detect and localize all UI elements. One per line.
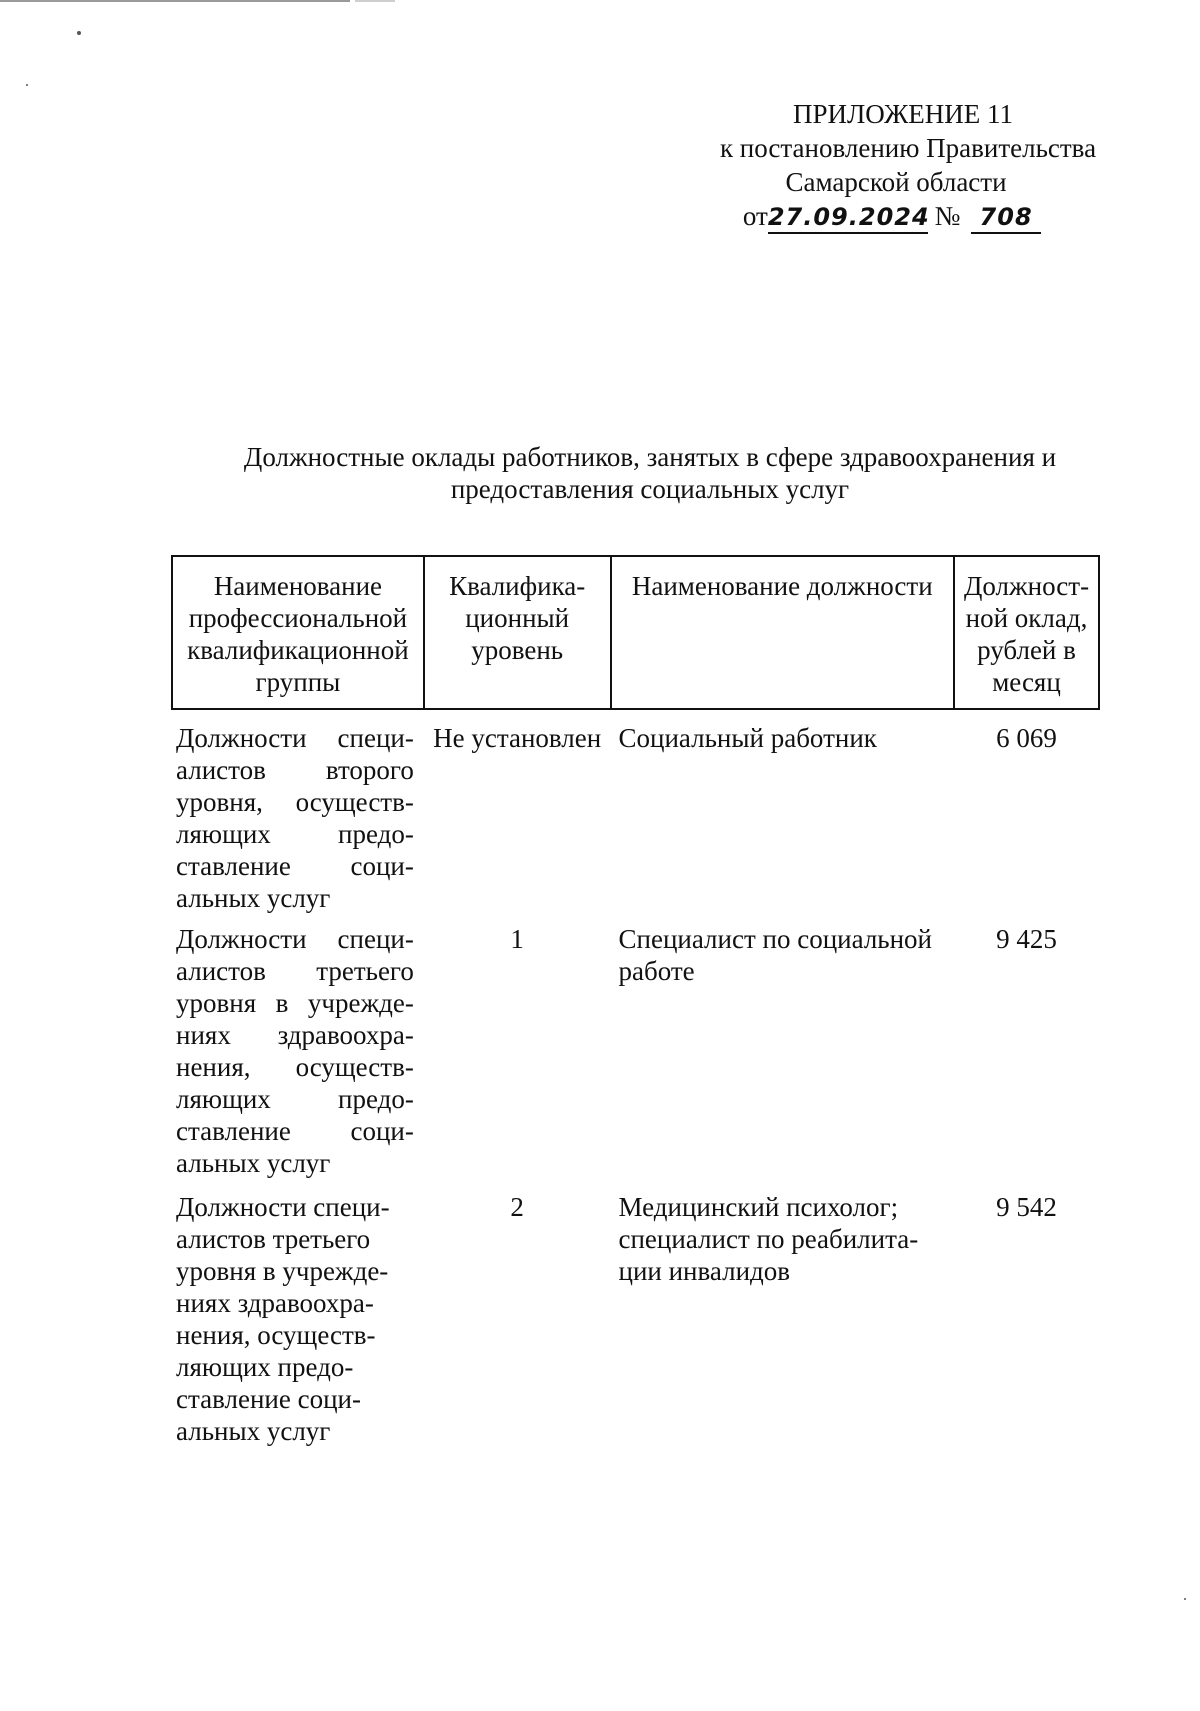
appendix-label: ПРИЛОЖЕНИЕ 11 xyxy=(792,99,1014,129)
salary-table xyxy=(171,555,1100,1447)
scan-speck xyxy=(77,31,81,35)
date-prefix: от xyxy=(742,201,768,231)
cell-position: Социальный работник xyxy=(618,723,877,753)
cell-group: Должности специ-алистов третьего уровня в учрежде-ниях здравоохра-нения, осуществ-ляющих предо-ставление соци-альных услуг xyxy=(176,924,414,1178)
title-line-2: предоставления социальных услуг xyxy=(450,474,850,504)
title-line-1: Должностные оклады работников, занятых в сфере здравоохранения и xyxy=(243,442,1057,472)
column-header-position: Наименование должности xyxy=(611,556,955,709)
cell-group: Должности специ-алистов второго уровня, осуществ-ляющих предо-ставление соци-альных услуг xyxy=(176,723,414,913)
column-header-salary: Должност-ной оклад, рублей в месяц xyxy=(954,556,1099,709)
cell-salary: 6 069 xyxy=(996,723,1057,753)
table-row xyxy=(172,920,1099,1188)
cell-salary: 9 425 xyxy=(996,924,1057,954)
number-sign: № xyxy=(934,201,961,231)
cell-salary: 9 542 xyxy=(996,1192,1057,1222)
cell-group: Должности специ-алистов третьего уровня в учрежде-ниях здравоохра-нения, осуществ-ляющих предо-ставление соци-альных услуг xyxy=(176,1192,390,1446)
table-header-row xyxy=(172,556,1099,709)
date-number-line xyxy=(682,199,1102,234)
column-header-group: Наименование профессиональной квалификационной группы xyxy=(172,556,424,709)
cell-level: Не установлен xyxy=(433,723,602,753)
region-line: Самарской области xyxy=(785,167,1007,197)
cell-level: 2 xyxy=(510,1192,524,1222)
document-title xyxy=(150,441,1150,505)
cell-level: 1 xyxy=(510,924,524,954)
scan-edge-line xyxy=(0,0,350,2)
table-row xyxy=(172,1188,1099,1447)
appendix-header xyxy=(686,97,1106,234)
column-header-level: Квалифика-ционный уровень xyxy=(424,556,611,709)
scan-speck xyxy=(26,84,28,86)
handwritten-number: 708 xyxy=(971,202,1041,234)
handwritten-date: 27.09.2024 xyxy=(768,202,928,234)
cell-position: Медицинский психолог; специалист по реабилита-ции инвалидов xyxy=(618,1192,919,1286)
table-row xyxy=(172,709,1099,920)
resolution-line: к постановлению Правительства xyxy=(719,133,1097,163)
scan-speck xyxy=(1184,1598,1186,1600)
cell-position: Специалист по социальной работе xyxy=(618,924,933,986)
scan-edge-line xyxy=(355,0,395,2)
